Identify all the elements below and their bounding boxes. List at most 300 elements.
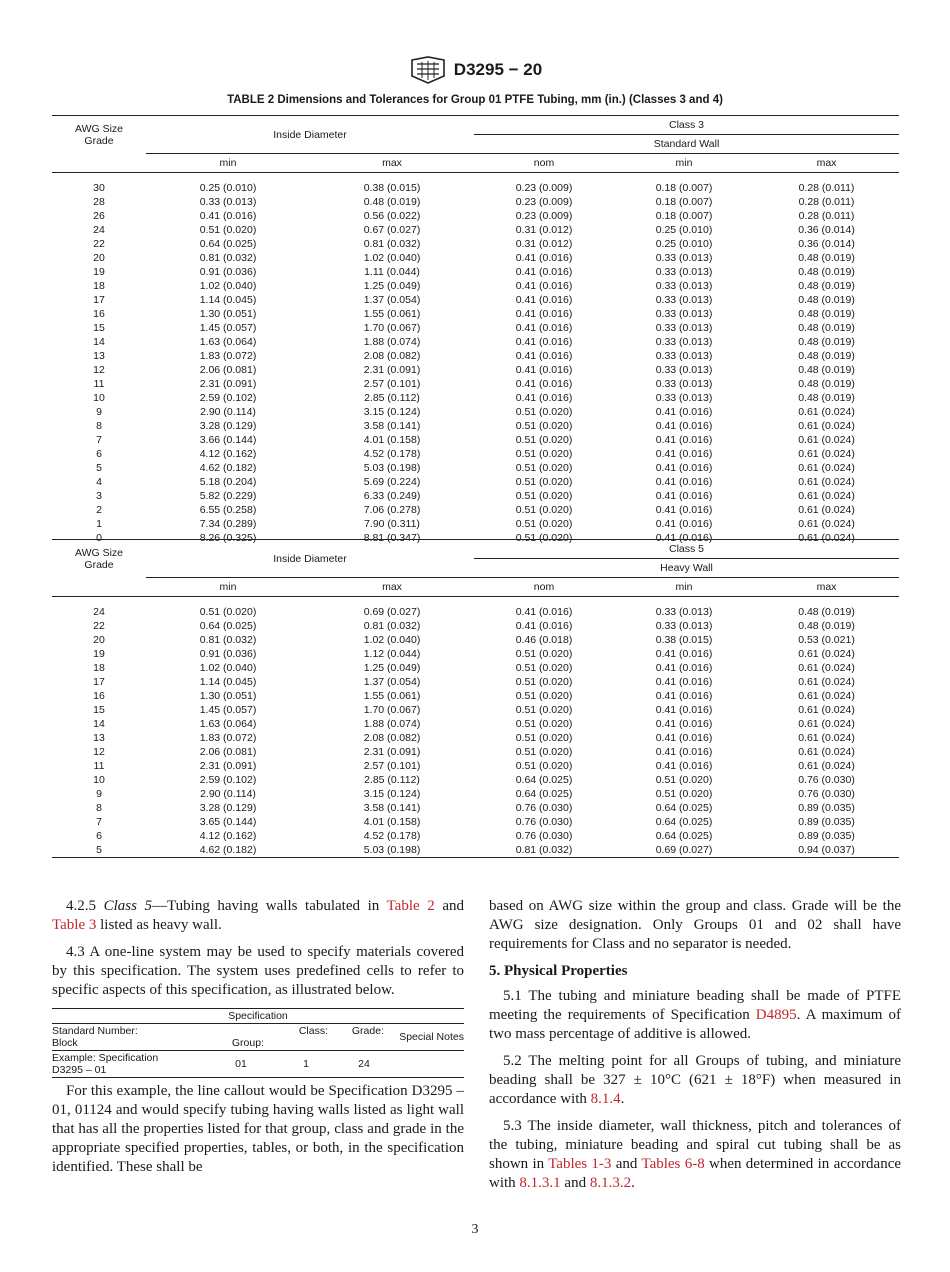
table-row [52, 843, 899, 858]
table-cell: 0.41 (0.016) [655, 745, 713, 758]
table-cell: 0.51 (0.020) [515, 405, 573, 418]
table-cell: 0.48 (0.019) [798, 265, 855, 278]
table-cell: 10 [93, 773, 105, 786]
section-8-1-3-1-link[interactable]: 8.1.3.1 [519, 1175, 561, 1191]
table-cell: 0.48 (0.019) [363, 195, 421, 208]
table-row [52, 759, 899, 773]
table-cell: 0.61 (0.024) [798, 461, 855, 474]
d4895-link[interactable]: D4895 [755, 1007, 797, 1023]
table-cell: 1.55 (0.061) [363, 307, 421, 320]
table-cell: 7.90 (0.311) [364, 517, 420, 530]
group-value: 01 [202, 1051, 268, 1078]
table-cell: 0.51 (0.020) [515, 461, 573, 474]
table-cell: 0.51 (0.020) [515, 503, 573, 516]
table-row [52, 815, 899, 829]
table-cell: 17 [93, 293, 105, 306]
table-cell: 0.61 (0.024) [798, 503, 855, 516]
table-2-link[interactable]: Table 2 [386, 898, 435, 914]
table-row [52, 829, 899, 843]
table-cell: 19 [93, 265, 105, 278]
table-cell: 0.51 (0.020) [515, 717, 573, 730]
table-cell: 1.83 (0.072) [199, 731, 257, 744]
table-cell: 1.02 (0.040) [363, 633, 421, 646]
table-cell: 0.64 (0.025) [655, 829, 713, 842]
table-cell: 0.48 (0.019) [798, 349, 855, 362]
table-cell: 0.33 (0.013) [655, 321, 713, 334]
table-cell: 0.41 (0.016) [655, 703, 713, 716]
table-cell: 2.31 (0.091) [363, 363, 421, 376]
table-cell: 2.31 (0.091) [363, 745, 421, 758]
table-cell: 3.28 (0.129) [199, 419, 257, 432]
table-cell: 0.81 (0.032) [363, 619, 421, 632]
table-cell: 0.61 (0.024) [798, 433, 855, 446]
table-cell: 2.59 (0.102) [199, 391, 257, 404]
table-cell: 0.51 (0.020) [515, 433, 573, 446]
table-cell: 0.48 (0.019) [798, 307, 855, 320]
tables-6-8-link[interactable]: Tables 6-8 [641, 1156, 705, 1172]
table-cell: 3.58 (0.141) [363, 801, 421, 814]
table-cell: 0.48 (0.019) [798, 251, 855, 264]
example-label: Example: Specification D3295 – 01 [52, 1051, 202, 1078]
table-cell: 0.41 (0.016) [199, 209, 257, 222]
table-cell: 2.06 (0.081) [199, 745, 257, 758]
table-cell: 6.33 (0.249) [363, 489, 421, 502]
table-row [52, 419, 899, 433]
table-cell: 0.61 (0.024) [798, 489, 855, 502]
table-cell: 0.69 (0.027) [614, 843, 754, 858]
table-cell: 0.48 (0.019) [798, 293, 855, 306]
table-cell: 0.33 (0.013) [655, 279, 713, 292]
right-text-column [489, 897, 901, 1201]
table-cell: 0.41 (0.016) [655, 689, 713, 702]
table-cell: 0.94 (0.037) [754, 843, 899, 858]
table-cell: 0.33 (0.013) [655, 391, 713, 404]
table-cell: 2.57 (0.101) [363, 759, 421, 772]
table-cell: 13 [93, 731, 105, 744]
table-cell: 0.81 (0.032) [199, 633, 257, 646]
table-cell: 4.12 (0.162) [199, 447, 257, 460]
table-cell: 2 [96, 503, 102, 516]
table-cell: 0.64 (0.025) [515, 773, 573, 786]
table-cell: 0.23 (0.009) [515, 195, 573, 208]
table-row [52, 391, 899, 405]
table-3-link[interactable]: Table 3 [52, 917, 97, 933]
table-cell: 0.51 (0.020) [515, 759, 573, 772]
table-cell: 0.61 (0.024) [798, 731, 855, 744]
table-cell: 8 [96, 801, 102, 814]
table-cell: 5.18 (0.204) [199, 475, 257, 488]
table-cell: 0.61 (0.024) [798, 405, 855, 418]
table-cell: 3.66 (0.144) [199, 433, 257, 446]
table-cell: 0.48 (0.019) [798, 279, 855, 292]
table-cell: 1.02 (0.040) [199, 661, 257, 674]
table-cell: 0.28 (0.011) [798, 209, 855, 222]
table-cell: 1.14 (0.045) [199, 293, 257, 306]
table-cell: 0.31 (0.012) [515, 237, 573, 250]
class-label: Class: [268, 1024, 334, 1051]
table-cell: 20 [93, 251, 105, 264]
table-cell: 0.51 (0.020) [515, 447, 573, 460]
awg-size-grade-header: AWG Size Grade [52, 116, 146, 154]
table-row [52, 307, 899, 321]
table-cell: 0.51 (0.020) [515, 703, 573, 716]
table-cell: 0.41 (0.016) [515, 251, 573, 264]
table-cell: 0.61 (0.024) [798, 419, 855, 432]
table-cell: 0.64 (0.025) [199, 619, 257, 632]
table-cell: 1.25 (0.049) [363, 279, 421, 292]
table-cell: 0.64 (0.025) [199, 237, 257, 250]
table-row [52, 405, 899, 419]
paragraph-example: For this example, the line callout would be Specification D3295 – 01, 01124 and would specify tubing having walls listed as light wall that has all the properties listed for that group, class and grade in the appropriate specified properties, tables, or both, in the specification identified. These shall be [52, 1083, 464, 1175]
table-cell: 4.52 (0.178) [363, 447, 421, 460]
table-cell: 22 [93, 237, 105, 250]
table-cell: 0.61 (0.024) [798, 675, 855, 688]
table-cell: 0.41 (0.016) [515, 265, 573, 278]
table-cell: 0.18 (0.007) [655, 209, 713, 222]
table-cell: 2.90 (0.114) [200, 787, 256, 800]
table-cell: 14 [93, 717, 105, 730]
table-cell: 1.02 (0.040) [199, 279, 257, 292]
table-cell: 0.38 (0.015) [655, 633, 713, 646]
table-cell: 0.89 (0.035) [798, 829, 855, 842]
table-cell: 0.51 (0.020) [515, 531, 573, 544]
table-row [52, 717, 899, 731]
table-row [52, 475, 899, 489]
table-cell: 11 [93, 377, 105, 390]
table-cell: 4.62 (0.182) [199, 461, 257, 474]
table-cell: 0.61 (0.024) [798, 759, 855, 772]
table-cell: 0.41 (0.016) [655, 717, 713, 730]
table-cell: 0.76 (0.030) [515, 801, 573, 814]
table-row [52, 265, 899, 279]
table-cell: 3.28 (0.129) [199, 801, 257, 814]
table-cell: 0.41 (0.016) [515, 279, 573, 292]
table-cell: 0.81 (0.032) [363, 237, 421, 250]
table-cell: 1.02 (0.040) [363, 251, 421, 264]
table-row [52, 675, 899, 689]
group-label: Group: [202, 1024, 268, 1051]
table-cell: 0.48 (0.019) [798, 391, 855, 404]
table-cell: 17 [93, 675, 105, 688]
spec-title: Specification [52, 1009, 464, 1024]
table-cell: 0.48 (0.019) [798, 377, 855, 390]
wall-header: Standard Wall [474, 135, 899, 154]
table-cell: 0.23 (0.009) [515, 209, 573, 222]
col-min-header: min [146, 154, 310, 173]
table-cell: 0.41 (0.016) [655, 661, 713, 674]
table-cell: 0.41 (0.016) [655, 647, 713, 660]
table-cell: 22 [93, 619, 105, 632]
awg-size-grade-header: AWG Size Grade [52, 540, 146, 578]
table-row [52, 321, 899, 335]
paragraph-4-3: 4.3 A one-line system may be used to specify materials covered by this specification. The system uses predefined cells to refer to specific aspects of this specification, as illustrated below. [52, 944, 464, 998]
table-row [52, 195, 899, 209]
table-row [52, 517, 899, 531]
table-cell: 2.85 (0.112) [364, 391, 420, 404]
table-cell: 1.30 (0.051) [199, 689, 257, 702]
table-cell: 0.81 (0.032) [474, 843, 614, 858]
table-cell: 0.41 (0.016) [515, 307, 573, 320]
table-cell: 0.41 (0.016) [655, 433, 713, 446]
table-cell: 0.33 (0.013) [655, 349, 713, 362]
class-header: Class 3 [474, 116, 899, 135]
table-cell: 2.85 (0.112) [364, 773, 420, 786]
table-cell: 0.76 (0.030) [515, 815, 573, 828]
table-cell: 0.51 (0.020) [515, 661, 573, 674]
table-cell: 1.12 (0.044) [363, 647, 421, 660]
table-cell: 0.61 (0.024) [798, 647, 855, 660]
table-cell: 0.89 (0.035) [798, 815, 855, 828]
table-cell: 12 [93, 745, 105, 758]
table-cell: 0.33 (0.013) [655, 619, 713, 632]
table-cell: 0.51 (0.020) [199, 223, 257, 236]
table-cell: 0.61 (0.024) [798, 531, 855, 544]
table-cell: 2.08 (0.082) [363, 349, 421, 362]
table-cell: 1.37 (0.054) [363, 675, 421, 688]
table-cell: 0.69 (0.027) [363, 605, 421, 618]
table-cell: 0.41 (0.016) [655, 489, 713, 502]
class-header: Class 5 [474, 540, 899, 559]
table-cell: 30 [93, 181, 105, 194]
table-cell: 0.41 (0.016) [655, 461, 713, 474]
table-cell: 0.64 (0.025) [655, 815, 713, 828]
table-cell: 0.41 (0.016) [515, 335, 573, 348]
table-cell: 0.33 (0.013) [655, 265, 713, 278]
table-cell: 18 [93, 661, 105, 674]
table-cell: 2.06 (0.081) [199, 363, 257, 376]
table-row [52, 633, 899, 647]
table-cell: 7.06 (0.278) [363, 503, 421, 516]
table-cell: 0.41 (0.016) [655, 531, 713, 544]
table-cell: 0.38 (0.015) [363, 181, 421, 194]
table-cell: 11 [93, 759, 105, 772]
table-cell: 0.56 (0.022) [363, 209, 421, 222]
table-cell: 7 [96, 433, 102, 446]
table-cell: 0.64 (0.025) [655, 801, 713, 814]
table-cell: 0.41 (0.016) [515, 321, 573, 334]
table-row [52, 731, 899, 745]
table-cell: 0.41 (0.016) [655, 419, 713, 432]
table-cell: 13 [93, 349, 105, 362]
table-cell: 0.48 (0.019) [798, 335, 855, 348]
std-number-label: Standard Number: Block [52, 1024, 202, 1051]
table-cell: 8.26 (0.325) [199, 531, 257, 544]
table-row [52, 773, 899, 787]
table-cell: 0.51 (0.020) [515, 647, 573, 660]
table-cell: 1.11 (0.044) [364, 265, 420, 278]
table-cell: 0.46 (0.018) [515, 633, 573, 646]
col-min-header: min [614, 154, 754, 173]
page-number: 3 [471, 1222, 479, 1237]
table-cell: 15 [93, 321, 105, 334]
table-cell: 2.31 (0.091) [199, 377, 257, 390]
table-cell: 0.51 (0.020) [655, 787, 713, 800]
table-cell: 0.48 (0.019) [798, 619, 855, 632]
table-cell: 15 [93, 703, 105, 716]
table-row [52, 293, 899, 307]
wall-header: Heavy Wall [474, 559, 899, 578]
table-cell: 0.41 (0.016) [515, 363, 573, 376]
table-cell: 4.01 (0.158) [363, 815, 421, 828]
table-row [52, 489, 899, 503]
table-cell: 0.53 (0.021) [798, 633, 855, 646]
table-cell: 19 [93, 647, 105, 660]
table-cell: 0.41 (0.016) [655, 731, 713, 744]
col-nom-header: nom [474, 154, 614, 173]
table-row [52, 619, 899, 633]
table-row [52, 447, 899, 461]
table-cell: 0.33 (0.013) [655, 251, 713, 264]
table-cell: 18 [93, 279, 105, 292]
table-cell: 0.41 (0.016) [655, 405, 713, 418]
table-cell: 0.61 (0.024) [798, 745, 855, 758]
table-cell: 0.61 (0.024) [798, 717, 855, 730]
table-cell: 1.45 (0.057) [199, 703, 257, 716]
section-5-heading: 5. Physical Properties [489, 963, 628, 979]
table-cell: 0.51 (0.020) [655, 773, 713, 786]
table-cell: 1.37 (0.054) [363, 293, 421, 306]
table-row [52, 237, 899, 251]
table-cell: 12 [93, 363, 105, 376]
section-8-1-3-2-link[interactable]: 8.1.3.2 [589, 1175, 632, 1191]
table-cell: 6 [96, 447, 102, 460]
table-cell: 0.51 (0.020) [515, 475, 573, 488]
table-cell: 0.61 (0.024) [798, 661, 855, 674]
table-cell: 2.59 (0.102) [199, 773, 257, 786]
table-cell: 0.51 (0.020) [515, 675, 573, 688]
table-cell: 0.41 (0.016) [515, 377, 573, 390]
table-cell: 4.12 (0.162) [199, 829, 257, 842]
table-cell: 0.51 (0.020) [515, 731, 573, 744]
table-cell: 1.88 (0.074) [363, 717, 421, 730]
table-row [52, 503, 899, 517]
grade-label: Grade: [334, 1024, 384, 1051]
table-cell: 0.28 (0.011) [798, 181, 855, 194]
paragraph-4-2-5: 4.2.5 Class 5—Tubing having walls tabulated in Table 2 and Table 3 listed as heavy wall. [52, 898, 464, 933]
table-cell: 1.55 (0.061) [363, 689, 421, 702]
table-row [52, 745, 899, 759]
table-cell: 0.91 (0.036) [199, 265, 257, 278]
table-cell: 0.91 (0.036) [199, 647, 257, 660]
table-cell: 0.41 (0.016) [655, 475, 713, 488]
specification-example-table [52, 1008, 464, 1078]
table-cell: 24 [93, 223, 105, 236]
table-cell: 0.51 (0.020) [515, 689, 573, 702]
table-cell: 3.65 (0.144) [199, 815, 257, 828]
table-cell: 0.51 (0.020) [515, 745, 573, 758]
table-row [52, 801, 899, 815]
class-value: 1 [268, 1051, 334, 1078]
table-cell: 6.55 (0.258) [199, 503, 257, 516]
table-cell: 0.41 (0.016) [515, 619, 573, 632]
table-cell: 1.45 (0.057) [199, 321, 257, 334]
table-cell: 0.25 (0.010) [655, 223, 713, 236]
table-cell: 0.76 (0.030) [798, 787, 855, 800]
table-cell: 0.33 (0.013) [199, 195, 257, 208]
tables-1-3-link[interactable]: Tables 1-3 [548, 1156, 612, 1172]
table-cell: 0.41 (0.016) [655, 503, 713, 516]
table-cell: 26 [93, 209, 105, 222]
astm-logo-icon [408, 56, 448, 84]
table-cell: 20 [93, 633, 105, 646]
table-cell: 0.25 (0.010) [655, 237, 713, 250]
document-designation: D3295 − 20 [453, 60, 543, 79]
table-cell: 1.25 (0.049) [363, 661, 421, 674]
table-row [52, 279, 899, 293]
table-cell: 2.90 (0.114) [200, 405, 256, 418]
inside-diameter-header: Inside Diameter [146, 116, 474, 154]
inside-diameter-header: Inside Diameter [146, 540, 474, 578]
table-cell: 0.28 (0.011) [798, 195, 855, 208]
table-cell: 9 [96, 787, 102, 800]
table-cell: 0.61 (0.024) [798, 703, 855, 716]
table-cell: 0.61 (0.024) [798, 475, 855, 488]
table-cell: 14 [93, 335, 105, 348]
col-max-header: max [754, 154, 899, 173]
table-cell: 5.03 (0.198) [363, 461, 421, 474]
paragraph-5-1: 5.1 The tubing and miniature beading shall be made of PTFE meeting the requirements of Specification D4895. A maximum of two mass percentage of additive is allowed. [489, 988, 901, 1042]
table-cell: 5 [96, 461, 102, 474]
table-cell: 5.82 (0.229) [199, 489, 257, 502]
paragraph-continuation: based on AWG size within the group and class. Grade will be the AWG size designation. Only Groups 01 and 02 shall have requirements for Class and no separator is needed. [489, 898, 901, 952]
col-min-header: min [146, 578, 310, 597]
table-cell: 0.61 (0.024) [798, 447, 855, 460]
table-row [52, 349, 899, 363]
table-cell: 4.62 (0.182) [146, 843, 310, 858]
table-row [52, 223, 899, 237]
table-row [52, 251, 899, 265]
section-8-1-4-link[interactable]: 8.1.4 [590, 1091, 621, 1107]
table-cell: 0.33 (0.013) [655, 363, 713, 376]
table-cell: 0.48 (0.019) [798, 363, 855, 376]
col-nom-header: nom [474, 578, 614, 597]
col-max-header: max [754, 578, 899, 597]
table-row [52, 787, 899, 801]
table-cell: 0 [96, 531, 102, 544]
table-cell: 1.70 (0.067) [363, 321, 421, 334]
col-min-header: min [614, 578, 754, 597]
dimensions-table-class-3 [52, 115, 899, 545]
table-cell: 1.63 (0.064) [199, 335, 257, 348]
table-cell: 16 [93, 307, 105, 320]
page-header [0, 56, 950, 84]
table-cell: 0.36 (0.014) [798, 223, 855, 236]
table-row [52, 181, 899, 195]
table-cell: 0.41 (0.016) [655, 759, 713, 772]
table-cell: 5.03 (0.198) [310, 843, 474, 858]
table-cell: 6 [96, 829, 102, 842]
table-title: TABLE 2 Dimensions and Tolerances for Group 01 PTFE Tubing, mm (in.) (Classes 3 and 4) [227, 94, 723, 106]
table-cell: 5.69 (0.224) [363, 475, 421, 488]
table-cell: 8 [96, 419, 102, 432]
table-cell: 0.51 (0.020) [199, 605, 257, 618]
table-cell: 0.33 (0.013) [655, 307, 713, 320]
table-cell: 2.08 (0.082) [363, 731, 421, 744]
table-cell: 0.33 (0.013) [655, 377, 713, 390]
table-row [52, 433, 899, 447]
table-cell: 0.41 (0.016) [515, 605, 573, 618]
table-cell: 0.33 (0.013) [655, 335, 713, 348]
col-max-header: max [310, 154, 474, 173]
table-cell: 3.15 (0.124) [363, 405, 421, 418]
table-cell: 0.51 (0.020) [515, 517, 573, 530]
table-row [52, 335, 899, 349]
table-cell: 2.31 (0.091) [199, 759, 257, 772]
table-cell: 0.67 (0.027) [363, 223, 421, 236]
table-row [52, 647, 899, 661]
table-row [52, 703, 899, 717]
table-cell: 7 [96, 815, 102, 828]
